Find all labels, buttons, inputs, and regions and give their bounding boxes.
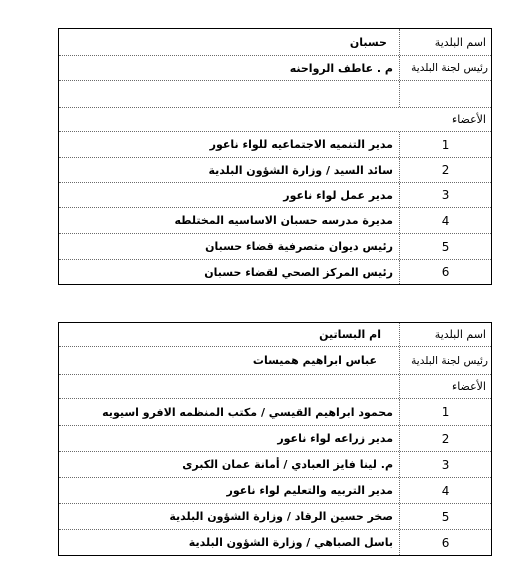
member-row (59, 398, 491, 425)
chair-row (59, 346, 491, 374)
members-label: الأعضاء (452, 113, 486, 126)
chair-name: م . عاطف الرواحنه (289, 61, 393, 75)
member-name: مدير التربيه والتعليم لواء ناعور (226, 484, 393, 497)
member-name: رئيس ديوان متصرفية قضاء حسبان (205, 240, 393, 253)
member-row (59, 131, 491, 157)
member-number: 4 (399, 208, 491, 233)
member-number: 1 (399, 399, 491, 425)
member-name: م. لينا فايز العبادي / أمانة عمان الكبرى (182, 458, 393, 471)
member-row (59, 529, 491, 555)
committee-table-hisban (58, 28, 492, 285)
chair-label: رئيس لجنة البلدية (399, 347, 491, 374)
member-number: 5 (399, 504, 491, 529)
member-name: مدير زراعه لواء ناعور (277, 432, 393, 445)
member-name: باسل الصباهي / وزارة الشؤون البلدية (188, 536, 393, 549)
chair-label: رئيس لجنة البلدية (399, 56, 491, 80)
member-row (59, 477, 491, 503)
empty-row (59, 80, 491, 107)
member-number: 3 (399, 183, 491, 207)
member-name: مدير عمل لواء ناعور (283, 188, 393, 202)
member-name: سائد السيد / وزارة الشؤون البلدية (208, 163, 393, 177)
member-row (59, 451, 491, 477)
municipality-row (59, 29, 491, 55)
member-number: 6 (399, 530, 491, 555)
member-name: صخر حسين الرقاد / وزارة الشؤون البلدية (169, 510, 393, 523)
member-row (59, 503, 491, 529)
municipality-name: حسبان (349, 35, 387, 49)
chair-name: عباس ابراهيم هميسات (252, 354, 377, 367)
members-label: الأعضاء (399, 375, 491, 398)
member-number: 5 (399, 234, 491, 259)
member-name: محمود ابراهيم القيسي / مكتب المنظمه الافرو اسيويه (102, 405, 393, 419)
committee-table-umm-al-basateen (58, 322, 492, 556)
member-row (59, 157, 491, 182)
member-name: مدير التنميه الاجتماعيه للواء ناعور (209, 138, 393, 151)
municipality-label: اسم البلدية (399, 323, 491, 346)
municipality-label: اسم البلدية (399, 29, 491, 55)
member-number: 2 (399, 158, 491, 182)
municipality-name: ام البساتين (319, 328, 381, 341)
member-row (59, 233, 491, 259)
member-number: 4 (399, 478, 491, 503)
member-name: رئيس المركز الصحي لقضاء حسبان (204, 265, 393, 279)
municipality-row (59, 323, 491, 346)
chair-row (59, 55, 491, 80)
member-number: 3 (399, 452, 491, 477)
member-row (59, 425, 491, 451)
member-row (59, 259, 491, 284)
member-row (59, 207, 491, 233)
member-row (59, 182, 491, 207)
members-header-row (59, 374, 491, 398)
members-header-row (59, 107, 491, 131)
member-name: مديرة مدرسه حسبان الاساسيه المختلطه (174, 214, 393, 227)
member-number: 2 (399, 426, 491, 451)
member-number: 1 (399, 132, 491, 157)
member-number: 6 (399, 260, 491, 284)
